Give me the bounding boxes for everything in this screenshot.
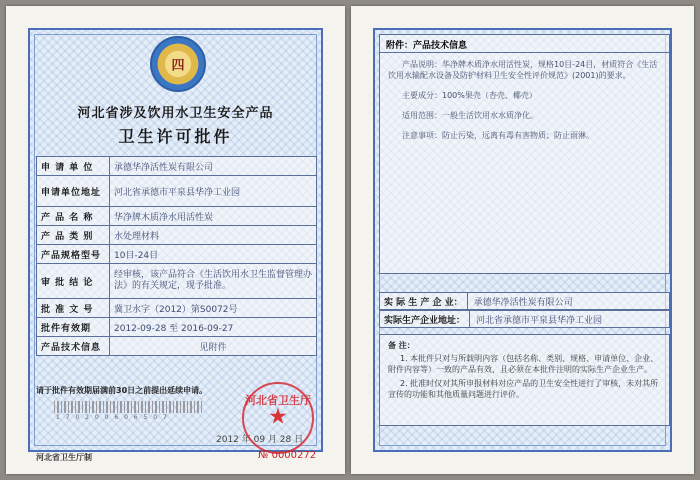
- product-name-value: 华净牌木质净水用活性炭: [110, 207, 317, 226]
- applicant-address-value: 河北省承德市平泉县华净工业园: [110, 176, 317, 207]
- product-category-value: 水处理材料: [110, 226, 317, 245]
- star-icon: ★: [268, 404, 288, 430]
- certificate-subtitle: 卫生许可批件: [118, 127, 233, 146]
- emblem-icon: 四: [150, 36, 206, 92]
- table-row: [37, 245, 317, 264]
- field-label: 产 品 名 称: [37, 207, 110, 226]
- table-row: [37, 176, 317, 207]
- attachment-header: 附件：产品技术信息: [379, 34, 670, 52]
- manufacturer-address-value: 河北省承德市平泉县华净工业园: [476, 315, 603, 326]
- manufacturer-label: 实 际 生 产 企 业：: [380, 293, 468, 309]
- table-row: [37, 157, 317, 176]
- attachment-frame: [373, 28, 672, 452]
- remark-item: 2. 批准时仅对其所申报材料对应产品的卫生安全性进行了审核，未对其所宣传的功能和其他质量问题进行评价。: [388, 379, 659, 399]
- tech-info-paragraph: 产品说明：华净牌木质净水用活性炭，规格10目-24目，材质符合《生活饮用水输配水设备及防护材料卫生安全性评价规范》(2001)的要求。: [388, 60, 658, 80]
- field-label: 批件有效期: [37, 318, 110, 337]
- product-spec-value: 10目-24目: [110, 245, 317, 264]
- field-label: 产品技术信息: [37, 337, 110, 356]
- table-row: [37, 299, 317, 318]
- remarks-label: 备 注：: [388, 341, 415, 350]
- manufacturer-address-label: 实际生产企业地址：: [380, 311, 470, 327]
- issuer-label: 河北省卫生厅制: [36, 453, 92, 462]
- field-label: 批 准 文 号: [37, 299, 110, 318]
- field-label: 产品规格型号: [37, 245, 110, 264]
- applicant-value: 承德华净活性炭有限公司: [110, 157, 317, 176]
- table-row: [37, 226, 317, 245]
- table-row: [37, 207, 317, 226]
- field-label: 申请单位地址: [37, 176, 110, 207]
- field-label: 申 请 单 位: [37, 157, 110, 176]
- manufacturer-value: 承德华净活性炭有限公司: [473, 297, 573, 308]
- approval-certificate-page: [6, 6, 345, 474]
- barcode-number: 1 7 0 2 0 0 6 0 6 5 0 7: [56, 414, 169, 421]
- field-label: 产 品 类 别: [37, 226, 110, 245]
- tech-info-paragraph: 主要成分：100%果壳（杏壳、椰壳）: [402, 91, 537, 100]
- manufacturer-address-row: [379, 310, 670, 328]
- validity-value: 2012-09-28 至 2016-09-27: [110, 318, 317, 337]
- certificate-frame: [28, 28, 323, 452]
- official-seal: 河北省卫生厅 ★: [242, 382, 314, 454]
- certificate-form-table: [36, 156, 317, 356]
- barcode: [54, 401, 204, 413]
- tech-info-section: [379, 52, 670, 274]
- table-row: [37, 318, 317, 337]
- remarks-section: [379, 334, 670, 426]
- conclusion-value: 经审核，该产品符合《生活饮用水卫生监督管理办法》的有关规定，现予批准。: [110, 264, 317, 299]
- approval-number-value: 冀卫水字（2012）第S0072号: [110, 299, 317, 318]
- table-row: [37, 337, 317, 356]
- tech-info-value: 见附件: [110, 337, 317, 356]
- manufacturer-row: [379, 292, 670, 310]
- serial-number: № 0000272: [258, 450, 317, 461]
- certificate-title: 河北省涉及饮用水卫生安全产品: [77, 106, 274, 121]
- attachment-page: [351, 6, 694, 474]
- table-row: [37, 264, 317, 299]
- field-label: 审 批 结 论: [37, 264, 110, 299]
- tech-info-paragraph: 适用范围：一般生活饮用水水质净化。: [402, 111, 538, 120]
- tech-info-paragraph: 注意事项：防止污染，远离有毒有害物质；防止雨淋。: [402, 131, 594, 140]
- renewal-note: 请于批件有效期届满前30日之前提出延续申请。: [36, 386, 208, 395]
- remark-item: 1. 本批件只对与所载明内容（包括名称、类别、规格、申请单位、企业、附件内容等）一致的产品有效，且必须在本批件注明的实际生产企业生产。: [388, 354, 659, 374]
- issue-date: 2012 年 09 月 28 日: [216, 435, 304, 445]
